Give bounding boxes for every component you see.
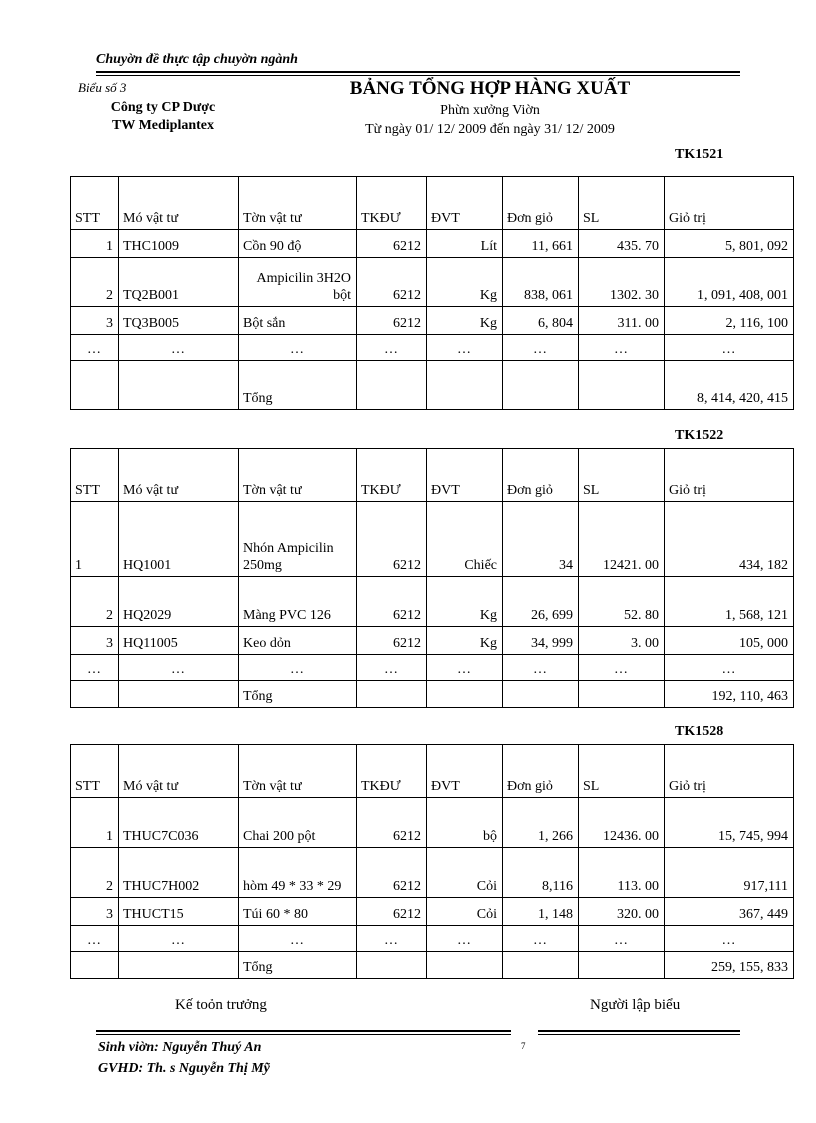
- cell-code: THUC7C036: [119, 798, 239, 848]
- cell-price: …: [503, 655, 579, 681]
- col-header-price: Đơn giỏ: [503, 745, 579, 798]
- col-header-name: Tờn vật tư: [239, 177, 357, 230]
- cell-unit: bộ: [427, 798, 503, 848]
- cell-name: Chai 200 pột: [239, 798, 357, 848]
- cell-stt: 3: [71, 627, 119, 655]
- col-header-stt: STT: [71, 449, 119, 502]
- col-header-code: Mó vật tư: [119, 449, 239, 502]
- cell-value: 15, 745, 994: [665, 798, 794, 848]
- form-number: Biểu số 3: [78, 80, 127, 95]
- col-header-unit: ĐVT: [427, 745, 503, 798]
- cell-unit: …: [427, 926, 503, 952]
- cell-name: hòm 49 * 33 * 29: [239, 848, 357, 898]
- header-rule-thin: [96, 75, 740, 76]
- cell-value: 2, 116, 100: [665, 307, 794, 335]
- cell-account: 6212: [357, 627, 427, 655]
- col-header-account: TKĐƯ: [357, 449, 427, 502]
- cell-value: …: [665, 926, 794, 952]
- account-label-1: TK1521: [675, 147, 724, 162]
- company-name: [88, 99, 238, 135]
- footer-rule-right: [538, 1030, 740, 1032]
- cell-name: …: [239, 926, 357, 952]
- account-label-2: TK1522: [675, 428, 724, 443]
- table-header-row: [71, 745, 794, 798]
- cell-name: Cồn 90 độ: [239, 230, 357, 258]
- cell-value: 367, 449: [665, 898, 794, 926]
- cell-name: …: [239, 655, 357, 681]
- cell-qty: 320. 00: [579, 898, 665, 926]
- cell-price: 34: [503, 502, 579, 577]
- cell-value: 434, 182: [665, 502, 794, 577]
- date-range: Từ ngày 01/ 12/ 2009 đến ngày 31/ 12/ 2009: [365, 122, 615, 137]
- cell-value: …: [665, 655, 794, 681]
- cell-account: …: [357, 335, 427, 361]
- cell-account: 6212: [357, 307, 427, 335]
- table-row: [71, 258, 794, 307]
- cell-qty: 1302. 30: [579, 258, 665, 307]
- table-row: [71, 655, 794, 681]
- table-row: [71, 577, 794, 627]
- col-header-code: Mó vật tư: [119, 177, 239, 230]
- cell-qty: 435. 70: [579, 230, 665, 258]
- company-line-2: TW Mediplantex: [111, 118, 215, 133]
- cell-qty: 12436. 00: [579, 798, 665, 848]
- cell-unit: …: [427, 655, 503, 681]
- cell-stt: 1: [71, 798, 119, 848]
- col-header-qty: SL: [579, 449, 665, 502]
- cell-unit: Cỏi: [427, 898, 503, 926]
- cell-price: 26, 699: [503, 577, 579, 627]
- cell-value: 917,111: [665, 848, 794, 898]
- col-header-account: TKĐƯ: [357, 745, 427, 798]
- col-header-account: TKĐƯ: [357, 177, 427, 230]
- cell-unit: Cỏi: [427, 848, 503, 898]
- summary-table-3: [70, 744, 794, 979]
- cell-price: 6, 804: [503, 307, 579, 335]
- col-header-price: Đơn giỏ: [503, 449, 579, 502]
- total-row: [71, 681, 794, 708]
- cell-code: THUCT15: [119, 898, 239, 926]
- cell-price: …: [503, 926, 579, 952]
- cell-name: Bột sắn: [239, 307, 357, 335]
- cell-value: 5, 801, 092: [665, 230, 794, 258]
- cell-value: 1, 568, 121: [665, 577, 794, 627]
- table-row: [71, 898, 794, 926]
- signature-preparer: Người lập biểu: [590, 997, 681, 1013]
- col-header-unit: ĐVT: [427, 177, 503, 230]
- cell-code: HQ1001: [119, 502, 239, 577]
- cell-code: …: [119, 655, 239, 681]
- footer-advisor: GVHD: Th. s Nguyễn Thị Mỹ: [98, 1061, 270, 1076]
- summary-table-2: [70, 448, 794, 708]
- cell-account: 6212: [357, 577, 427, 627]
- col-header-stt: STT: [71, 177, 119, 230]
- cell-unit: Kg: [427, 258, 503, 307]
- col-header-unit: ĐVT: [427, 449, 503, 502]
- table-row: [71, 798, 794, 848]
- cell-name: Ampicilin 3H2O bột: [239, 258, 357, 307]
- cell-stt: 2: [71, 848, 119, 898]
- cell-stt: …: [71, 655, 119, 681]
- cell-unit: Lít: [427, 230, 503, 258]
- table-header-row: [71, 449, 794, 502]
- document-subtitle: Phừn xưởng Viờn: [440, 103, 540, 118]
- account-label-3: TK1528: [675, 724, 724, 739]
- cell-account: 6212: [357, 848, 427, 898]
- running-title: Chuyờn đề thực tập chuyờn ngành: [96, 52, 298, 67]
- table-row: [71, 848, 794, 898]
- cell-code: TQ3B005: [119, 307, 239, 335]
- total-row: [71, 361, 794, 410]
- cell-price: 1, 266: [503, 798, 579, 848]
- cell-stt: …: [71, 335, 119, 361]
- col-header-name: Tờn vật tư: [239, 745, 357, 798]
- cell-price: 34, 999: [503, 627, 579, 655]
- company-line-1: Công ty CP Dược: [110, 100, 216, 115]
- cell-qty: 311. 00: [579, 307, 665, 335]
- cell-price: 1, 148: [503, 898, 579, 926]
- col-header-value: Giỏ trị: [665, 449, 794, 502]
- cell-code: THC1009: [119, 230, 239, 258]
- total-label: Tổng: [239, 952, 357, 979]
- col-header-name: Tờn vật tư: [239, 449, 357, 502]
- cell-stt: 1: [71, 502, 119, 577]
- total-value: 192, 110, 463: [665, 681, 794, 708]
- footer-student: Sinh viờn: Nguyễn Thuý An: [98, 1040, 262, 1055]
- cell-stt: …: [71, 926, 119, 952]
- cell-stt: 1: [71, 230, 119, 258]
- footer-rule-left-thin: [96, 1034, 511, 1035]
- cell-stt: 3: [71, 307, 119, 335]
- cell-account: 6212: [357, 230, 427, 258]
- footer-rule-left: [96, 1030, 511, 1032]
- cell-account: 6212: [357, 898, 427, 926]
- cell-name: Keo dỏn: [239, 627, 357, 655]
- cell-account: 6212: [357, 798, 427, 848]
- cell-qty: …: [579, 926, 665, 952]
- cell-code: HQ11005: [119, 627, 239, 655]
- cell-qty: 113. 00: [579, 848, 665, 898]
- cell-qty: 12421. 00: [579, 502, 665, 577]
- col-header-qty: SL: [579, 745, 665, 798]
- cell-code: THUC7H002: [119, 848, 239, 898]
- total-value: 259, 155, 833: [665, 952, 794, 979]
- total-value: 8, 414, 420, 415: [665, 361, 794, 410]
- document-title: BẢNG TỔNG HỢP HÀNG XUẤT: [349, 78, 631, 99]
- cell-code: TQ2B001: [119, 258, 239, 307]
- page-number: 7: [521, 1041, 526, 1051]
- cell-name: …: [239, 335, 357, 361]
- cell-name: Nhón Ampicilin 250mg: [239, 502, 357, 577]
- cell-price: 11, 661: [503, 230, 579, 258]
- cell-price: …: [503, 335, 579, 361]
- cell-account: …: [357, 926, 427, 952]
- signature-chief-accountant: Kế toỏn trưởng: [175, 997, 267, 1013]
- col-header-value: Giỏ trị: [665, 177, 794, 230]
- cell-price: 8,116: [503, 848, 579, 898]
- cell-name: Màng PVC 126: [239, 577, 357, 627]
- cell-stt: 3: [71, 898, 119, 926]
- total-row: [71, 952, 794, 979]
- cell-qty: 3. 00: [579, 627, 665, 655]
- cell-unit: Kg: [427, 627, 503, 655]
- cell-qty: …: [579, 335, 665, 361]
- col-header-code: Mó vật tư: [119, 745, 239, 798]
- cell-stt: 2: [71, 577, 119, 627]
- cell-unit: Kg: [427, 307, 503, 335]
- cell-unit: Kg: [427, 577, 503, 627]
- table-row: [71, 335, 794, 361]
- total-label: Tổng: [239, 361, 357, 410]
- cell-qty: …: [579, 655, 665, 681]
- cell-code: …: [119, 335, 239, 361]
- cell-account: 6212: [357, 258, 427, 307]
- table-row: [71, 502, 794, 577]
- cell-unit: Chiếc: [427, 502, 503, 577]
- cell-account: 6212: [357, 502, 427, 577]
- table-header-row: [71, 177, 794, 230]
- cell-code: HQ2029: [119, 577, 239, 627]
- table-row: [71, 307, 794, 335]
- cell-price: 838, 061: [503, 258, 579, 307]
- cell-name: Túi 60 * 80: [239, 898, 357, 926]
- col-header-qty: SL: [579, 177, 665, 230]
- total-label: Tổng: [239, 681, 357, 708]
- summary-table-1: [70, 176, 794, 410]
- col-header-stt: STT: [71, 745, 119, 798]
- cell-qty: 52. 80: [579, 577, 665, 627]
- footer-rule-right-thin: [538, 1034, 740, 1035]
- cell-value: 105, 000: [665, 627, 794, 655]
- table-row: [71, 230, 794, 258]
- cell-account: …: [357, 655, 427, 681]
- cell-value: …: [665, 335, 794, 361]
- cell-code: …: [119, 926, 239, 952]
- table-row: [71, 627, 794, 655]
- cell-stt: 2: [71, 258, 119, 307]
- col-header-value: Giỏ trị: [665, 745, 794, 798]
- cell-value: 1, 091, 408, 001: [665, 258, 794, 307]
- col-header-price: Đơn giỏ: [503, 177, 579, 230]
- header-rule: [96, 71, 740, 73]
- table-row: [71, 926, 794, 952]
- cell-unit: …: [427, 335, 503, 361]
